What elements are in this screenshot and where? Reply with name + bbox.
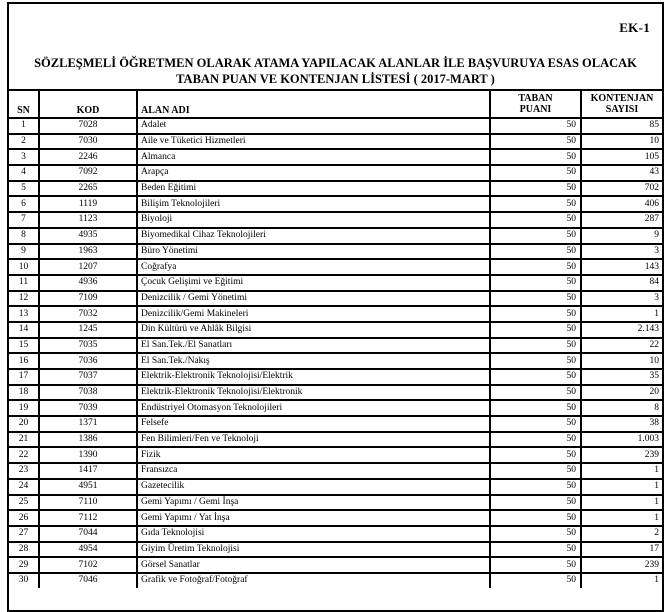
kontenjan-sayisi-cell: 38 <box>581 416 662 432</box>
kontenjan-sayisi-cell: 239 <box>581 557 662 573</box>
table-header-row <box>9 91 662 118</box>
taban-puani-cell: 50 <box>490 165 581 181</box>
alan-adi-cell: Bilişim Teknolojileri <box>137 196 490 212</box>
taban-puani-cell: 50 <box>490 479 581 495</box>
table-row <box>9 306 662 322</box>
table-row <box>9 369 662 385</box>
sn-cell: 30 <box>9 573 39 588</box>
sn-cell: 1 <box>9 118 39 134</box>
taban-puani-cell: 50 <box>490 306 581 322</box>
kod-cell: 1417 <box>39 463 137 479</box>
table-row <box>9 118 662 134</box>
alan-adi-cell: Felsefe <box>137 416 490 432</box>
alan-adi-cell: Gıda Teknolojisi <box>137 526 490 542</box>
taban-puani-cell: 50 <box>490 259 581 275</box>
sn-cell: 22 <box>9 447 39 463</box>
kontenjan-sayisi-cell: 1 <box>581 495 662 511</box>
page-title-line2: TABAN PUAN VE KONTENJAN LİSTESİ ( 2017-MART ) <box>176 72 495 86</box>
kontenjan-sayisi-cell: 287 <box>581 212 662 228</box>
table-row <box>9 212 662 228</box>
alan-adi-cell: Çocuk Gelişimi ve Eğitimi <box>137 275 490 291</box>
kod-cell: 7046 <box>39 573 137 588</box>
alan-adi-cell: Biyoloji <box>137 212 490 228</box>
table-row <box>9 291 662 307</box>
table-row <box>9 385 662 401</box>
kod-cell: 1371 <box>39 416 137 432</box>
alan-adi-cell: Fransızca <box>137 463 490 479</box>
table-row <box>9 244 662 260</box>
taban-puani-cell: 50 <box>490 369 581 385</box>
table-row <box>9 510 662 526</box>
taban-puani-cell: 50 <box>490 244 581 260</box>
header-kod: KOD <box>39 91 137 118</box>
sn-cell: 13 <box>9 306 39 322</box>
taban-puani-cell: 50 <box>490 149 581 165</box>
taban-puani-cell: 50 <box>490 463 581 479</box>
alan-adi-cell: Elektrik-Elektronik Teknolojisi/Elektronik <box>137 385 490 401</box>
kod-cell: 4935 <box>39 228 137 244</box>
alan-adi-cell: Fizik <box>137 447 490 463</box>
table-row <box>9 322 662 338</box>
sn-cell: 6 <box>9 196 39 212</box>
sn-cell: 26 <box>9 510 39 526</box>
alan-adi-cell: Adalet <box>137 118 490 134</box>
kontenjan-sayisi-cell: 17 <box>581 542 662 558</box>
header-sn: SN <box>9 91 39 118</box>
kod-cell: 7110 <box>39 495 137 511</box>
sn-cell: 21 <box>9 432 39 448</box>
alan-adi-cell: Büro Yönetimi <box>137 244 490 260</box>
taban-puani-cell: 50 <box>490 353 581 369</box>
kod-cell: 7036 <box>39 353 137 369</box>
taban-puani-cell: 50 <box>490 557 581 573</box>
alan-adi-cell: Biyomedikal Cihaz Teknolojileri <box>137 228 490 244</box>
taban-puani-cell: 50 <box>490 416 581 432</box>
sn-cell: 4 <box>9 165 39 181</box>
kod-cell: 1123 <box>39 212 137 228</box>
sn-cell: 18 <box>9 385 39 401</box>
kod-cell: 7032 <box>39 306 137 322</box>
taban-puani-cell: 50 <box>490 291 581 307</box>
alan-adi-cell: Beden Eğitimi <box>137 181 490 197</box>
table-row <box>9 259 662 275</box>
kontenjan-sayisi-cell: 22 <box>581 338 662 354</box>
kod-cell: 7092 <box>39 165 137 181</box>
kontenjan-sayisi-cell: 1.003 <box>581 432 662 448</box>
table-row <box>9 542 662 558</box>
sn-cell: 2 <box>9 134 39 150</box>
alan-adi-cell: Coğrafya <box>137 259 490 275</box>
kontenjan-sayisi-cell: 1 <box>581 306 662 322</box>
kontenjan-sayisi-cell: 84 <box>581 275 662 291</box>
alan-adi-cell: Din Kültürü ve Ahlâk Bilgisi <box>137 322 490 338</box>
taban-puani-cell: 50 <box>490 212 581 228</box>
sn-cell: 5 <box>9 181 39 197</box>
alan-adi-cell: Denizcilik / Gemi Yönetimi <box>137 291 490 307</box>
kontenjan-sayisi-cell: 10 <box>581 134 662 150</box>
kod-cell: 4936 <box>39 275 137 291</box>
header-kontenjan-line1: KONTENJAN <box>590 93 654 104</box>
sn-cell: 11 <box>9 275 39 291</box>
kod-cell: 2246 <box>39 149 137 165</box>
table-row <box>9 228 662 244</box>
taban-puani-cell: 50 <box>490 573 581 588</box>
alan-adi-cell: Giyim Üretim Teknolojisi <box>137 542 490 558</box>
kod-cell: 1245 <box>39 322 137 338</box>
kod-cell: 1963 <box>39 244 137 260</box>
table-row <box>9 134 662 150</box>
sn-cell: 16 <box>9 353 39 369</box>
kod-cell: 4954 <box>39 542 137 558</box>
taban-puani-cell: 50 <box>490 338 581 354</box>
sn-cell: 3 <box>9 149 39 165</box>
sn-cell: 25 <box>9 495 39 511</box>
table-row <box>9 149 662 165</box>
page-title-line1: SÖZLEŞMELİ ÖĞRETMEN OLARAK ATAMA YAPILACAK ALANLAR İLE BAŞVURUYA ESAS OLACAK <box>34 56 637 70</box>
kontenjan-sayisi-cell: 9 <box>581 228 662 244</box>
sn-cell: 7 <box>9 212 39 228</box>
sn-cell: 12 <box>9 291 39 307</box>
taban-puani-cell: 50 <box>490 322 581 338</box>
table-row <box>9 447 662 463</box>
kontenjan-sayisi-cell: 239 <box>581 447 662 463</box>
table-row <box>9 181 662 197</box>
sn-cell: 20 <box>9 416 39 432</box>
alan-adi-cell: El San.Tek./Nakış <box>137 353 490 369</box>
alan-adi-cell: Almanca <box>137 149 490 165</box>
quota-table <box>9 91 662 588</box>
alan-adi-cell: Fen Bilimleri/Fen ve Teknoloji <box>137 432 490 448</box>
taban-puani-cell: 50 <box>490 181 581 197</box>
kontenjan-sayisi-cell: 105 <box>581 149 662 165</box>
alan-adi-cell: Endüstriyel Otomasyon Teknolojileri <box>137 400 490 416</box>
sn-cell: 17 <box>9 369 39 385</box>
sn-cell: 27 <box>9 526 39 542</box>
sn-cell: 8 <box>9 228 39 244</box>
kontenjan-sayisi-cell: 406 <box>581 196 662 212</box>
taban-puani-cell: 50 <box>490 447 581 463</box>
taban-puani-cell: 50 <box>490 495 581 511</box>
kontenjan-sayisi-cell: 85 <box>581 118 662 134</box>
kod-cell: 7109 <box>39 291 137 307</box>
sn-cell: 19 <box>9 400 39 416</box>
table-row <box>9 463 662 479</box>
alan-adi-cell: El San.Tek./El Sanatları <box>137 338 490 354</box>
kod-cell: 7028 <box>39 118 137 134</box>
sn-cell: 15 <box>9 338 39 354</box>
kod-cell: 7038 <box>39 385 137 401</box>
taban-puani-cell: 50 <box>490 400 581 416</box>
alan-adi-cell: Elektrik-Elektronik Teknolojisi/Elektrik <box>137 369 490 385</box>
kod-cell: 7039 <box>39 400 137 416</box>
sn-cell: 10 <box>9 259 39 275</box>
taban-puani-cell: 50 <box>490 118 581 134</box>
kontenjan-sayisi-cell: 2 <box>581 526 662 542</box>
table-row <box>9 275 662 291</box>
taban-puani-cell: 50 <box>490 432 581 448</box>
kontenjan-sayisi-cell: 20 <box>581 385 662 401</box>
table-row <box>9 479 662 495</box>
page-title <box>9 55 662 87</box>
header-taban-puani <box>490 91 581 118</box>
kod-cell: 2265 <box>39 181 137 197</box>
alan-adi-cell: Arapça <box>137 165 490 181</box>
sn-cell: 28 <box>9 542 39 558</box>
taban-puani-cell: 50 <box>490 542 581 558</box>
kontenjan-sayisi-cell: 3 <box>581 244 662 260</box>
table-row <box>9 495 662 511</box>
kod-cell: 7044 <box>39 526 137 542</box>
alan-adi-cell: Gemi Yapımı / Gemi İnşa <box>137 495 490 511</box>
header-taban-line1: TABAN <box>518 93 553 104</box>
kontenjan-sayisi-cell: 1 <box>581 510 662 526</box>
taban-puani-cell: 50 <box>490 275 581 291</box>
title-section <box>9 4 662 91</box>
kontenjan-sayisi-cell: 2.143 <box>581 322 662 338</box>
kontenjan-sayisi-cell: 10 <box>581 353 662 369</box>
annex-label: EK-1 <box>619 20 650 35</box>
alan-adi-cell: Denizcilik/Gemi Makineleri <box>137 306 490 322</box>
kod-cell: 4951 <box>39 479 137 495</box>
taban-puani-cell: 50 <box>490 196 581 212</box>
kontenjan-sayisi-cell: 35 <box>581 369 662 385</box>
kod-cell: 7035 <box>39 338 137 354</box>
table-row <box>9 573 662 588</box>
table-row <box>9 557 662 573</box>
table-row <box>9 432 662 448</box>
kontenjan-sayisi-cell: 43 <box>581 165 662 181</box>
table-row <box>9 526 662 542</box>
sn-cell: 9 <box>9 244 39 260</box>
sn-cell: 14 <box>9 322 39 338</box>
taban-puani-cell: 50 <box>490 385 581 401</box>
table-row <box>9 400 662 416</box>
kod-cell: 1386 <box>39 432 137 448</box>
kontenjan-sayisi-cell: 143 <box>581 259 662 275</box>
kontenjan-sayisi-cell: 3 <box>581 291 662 307</box>
table-body <box>9 118 662 588</box>
kontenjan-sayisi-cell: 1 <box>581 479 662 495</box>
sn-cell: 29 <box>9 557 39 573</box>
taban-puani-cell: 50 <box>490 526 581 542</box>
kontenjan-sayisi-cell: 1 <box>581 573 662 588</box>
alan-adi-cell: Aile ve Tüketici Hizmetleri <box>137 134 490 150</box>
taban-puani-cell: 50 <box>490 134 581 150</box>
kod-cell: 1390 <box>39 447 137 463</box>
kontenjan-sayisi-cell: 8 <box>581 400 662 416</box>
table-row <box>9 353 662 369</box>
header-kontenjan-line2: SAYISI <box>605 104 639 115</box>
taban-puani-cell: 50 <box>490 228 581 244</box>
kod-cell: 7102 <box>39 557 137 573</box>
alan-adi-cell: Görsel Sanatlar <box>137 557 490 573</box>
alan-adi-cell: Gazetecilik <box>137 479 490 495</box>
table-row <box>9 338 662 354</box>
kod-cell: 7030 <box>39 134 137 150</box>
header-taban-line2: PUANI <box>519 104 552 115</box>
header-kontenjan-sayisi <box>581 91 662 118</box>
kod-cell: 7037 <box>39 369 137 385</box>
table-row <box>9 416 662 432</box>
sn-cell: 24 <box>9 479 39 495</box>
taban-puani-cell: 50 <box>490 510 581 526</box>
kod-cell: 7112 <box>39 510 137 526</box>
header-alan-adi: ALAN ADI <box>137 91 490 118</box>
table-row <box>9 196 662 212</box>
page-frame <box>7 2 664 612</box>
kontenjan-sayisi-cell: 1 <box>581 463 662 479</box>
alan-adi-cell: Gemi Yapımı / Yat İnşa <box>137 510 490 526</box>
sn-cell: 23 <box>9 463 39 479</box>
kod-cell: 1119 <box>39 196 137 212</box>
alan-adi-cell: Grafik ve Fotoğraf/Fotoğraf <box>137 573 490 588</box>
kod-cell: 1207 <box>39 259 137 275</box>
table-row <box>9 165 662 181</box>
kontenjan-sayisi-cell: 702 <box>581 181 662 197</box>
